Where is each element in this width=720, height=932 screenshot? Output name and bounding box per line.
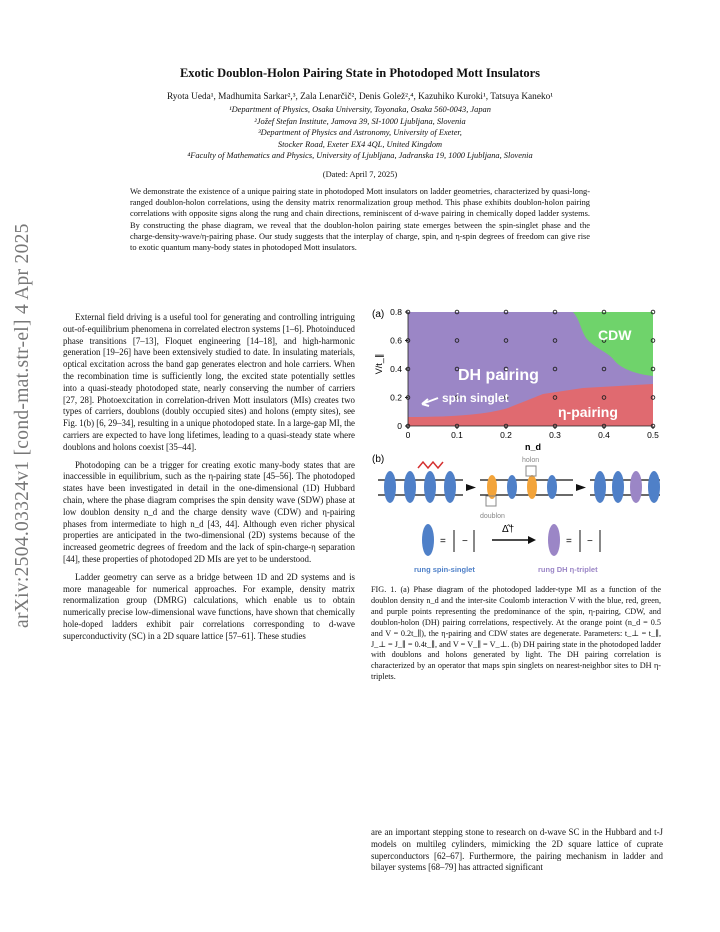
paragraph-1: External field driving is a useful tool for generating and controlling intriguing out-of-equilibrium phenomena in correlated electron systems [1–6]. Photoinduced phase transitions [7–13], Floquet engineering [14–18], and high-harmonic generation [19–26] have been extensively studied to date. In insulating materials, optical excitation across the band gap generates electron and hole carriers. When the recombination time is sufficiently long, the excited state potentially settles into a quasi-steady photodoped state, nearly conserving the number of carriers [27, 28]. Photoexcitation in correlation-driven Mott insulators (MIs) creates two types of carriers, doublons (doubly occupied sites) and holons (empty sites), see Fig. 1(b) [6, 29–34], resulting in a unique photodoped state. In a large-gap MI, the carriers are expected to have long lifetimes, leading to a quasi-steady state where doublons and holons coexist [35–44]. (63, 312, 355, 452)
x-tick-label: 0.1 (451, 430, 463, 440)
date-line: (Dated: April 7, 2025) (322, 170, 398, 179)
arxiv-identifier: arXiv:2504.03324v1 [cond-mat.str-el] 4 Apr 2025 (12, 223, 33, 628)
operator-diagram (414, 523, 600, 574)
affiliations (60, 104, 660, 162)
y-tick-label: 0.2 (390, 392, 402, 403)
paragraph-2: Photodoping can be a trigger for creating exotic many-body states that are inaccessible in equilibrium, such as the η-pairing state [45–56]. The photodoped states have been investigated in detail in the one-dimensional (1D) Hubbard chain, where the phase diagram comprises the spin density wave (SDW) phase at low doublon density n_d and the charge density wave (CDW) and η-pairing phases from intermediate to high n_d [43, 44]. Although even richer physical properties are anticipated in the two-dimensional (2D) systems because of the increased geometric degrees of freedom and the lack of spin-charge-η separation [44], these properties of photodoped 2D MIs are yet to be understood. (63, 459, 355, 564)
paper-title: Exotic Doublon-Holon Pairing State in Photodoped Mott Insulators (179, 66, 541, 80)
arrow-right-icon (466, 484, 476, 491)
affiliation-2: ²Jožef Stefan Institute, Jamova 39, SI-1000 Ljubljana, Slovenia (254, 116, 466, 126)
cdw-label: CDW (598, 327, 632, 343)
panel-b-label: (b) (372, 454, 385, 465)
x-tick-group (406, 426, 660, 440)
left-column (63, 312, 355, 649)
y-tick-label: 0.4 (390, 364, 402, 374)
arrow-right-2-icon (576, 484, 586, 491)
affiliation-3b: Stocker Road, Exeter EX4 4QL, United Kingdom (277, 139, 443, 149)
svg-text:−: − (462, 536, 468, 547)
dh-pairing-label: DH pairing (458, 367, 539, 384)
affiliation-4: ⁴Faculty of Mathematics and Physics, University of Ljubljana, Jadranska 19, 1000 Ljubljana, Slovenia (187, 151, 533, 160)
paragraph-3: Ladder geometry can serve as a bridge between 1D and 2D systems and is more manageable for numerical approaches. For example, density matrix renormalization group (DMRG) calculations, which enable us to obtain numerically precise low-dimensional wave functions, have shown that chemically hole-doped ladders exhibit pair correlations corresponding to d-wave superconductivity (SC) in a 2D square lattice [57–61]. These studies (63, 571, 355, 641)
affiliation-3: ³Department of Physics and Astronomy, University of Exeter, (258, 128, 462, 137)
rung-triplet-label: rung DH η-triplet (538, 565, 598, 574)
right-column-text (371, 827, 663, 880)
svg-text:=: = (440, 536, 446, 547)
panel-a-label: (a) (372, 309, 385, 320)
eta-pairing-label: η-pairing (558, 404, 618, 420)
x-tick-label: 0.5 (647, 430, 659, 440)
operator-label: Δ̂† (502, 524, 515, 535)
affiliation-1: ¹Department of Physics, Osaka University, Toyonaka, Osaka 560-0043, Japan (229, 105, 491, 114)
light-wave-icon (418, 462, 443, 468)
figure-1-svg (368, 300, 668, 580)
svg-text:=: = (566, 536, 572, 547)
abstract: We demonstrate the existence of a unique pairing state in photodoped Mott insulators on ladder geometries, characterized by quasi-long-ranged doublon-holon correlations, using the density matrix renormalization group method. This phase exhibits doublon-holon pairing correlations with opposite signs along the rung and chain directions, reminiscent of d-wave pairing in chemically doped ladder systems. By constructing the phase diagram, we reveal that the doublon-holon pairing state emerges between the spin-singlet phase and the charge-density-wave/η-pairing phase. Our study suggests that the interplay of charge, spin, and η-spin degrees of freedom can give rise to exotic quantum many-body states in photodoped Mott insulators. (130, 187, 590, 253)
doublon-label: doublon (480, 513, 505, 520)
y-tick-label: 0 (397, 421, 402, 431)
holon-label: holon (522, 457, 540, 464)
y-tick-group (390, 307, 408, 431)
figure-1 (368, 300, 668, 580)
x-tick-label: 0.3 (549, 430, 561, 440)
x-tick-label: 0.4 (598, 430, 610, 440)
author-list: Ryota Ueda¹, Madhumita Sarkar²,³, Zala Lenarčič², Denis Golež²,⁴, Kazuhiko Kuroki¹, Tatsuya Kaneko¹ (166, 92, 554, 102)
paragraph-4: are an important stepping stone to research on d-wave SC in the Hubbard and t-J models on multileg cylinders, mimicking the 2D square lattice of cuprate superconductors [62–67]. Furthermore, the pairing mechanism in ladder and bilayer systems [68–79] has attracted significant (371, 827, 663, 873)
spin-singlet-label: spin singlet (442, 391, 509, 405)
x-tick-label: 0.2 (500, 430, 512, 440)
x-axis-label: n_d (524, 442, 542, 452)
operator-arrow-icon (528, 536, 536, 544)
figure-caption: FIG. 1. (a) Phase diagram of the photodoped ladder-type MI as a function of the doublon density n_d and the inter-site Coulomb interaction V with the blue, red, green, and purple points representing the predominance of the spin, η-pairing, CDW, and doublon-holon (DH) pairing correlations, respectively. At the orange point (n_d = 0.5 and V = 0.2t_∥), the η-pairing and CDW states are degenerate. Parameters: t_⊥ = t_∥, J_⊥ = J_∥ = 0.4t_∥, and V = V_∥ = V_⊥. (b) DH pairing state in the photodoped ladder with doublons and holons generated by light. The DH pairing correlation is characterized by an operator that maps spin singlets on nearest-neighbor sites to DH η-triplets. (371, 585, 661, 682)
y-tick-label: 0.6 (390, 335, 402, 346)
y-tick-label: 0.8 (390, 307, 402, 317)
svg-text:−: − (587, 536, 593, 547)
rung-singlet-label: rung spin-singlet (414, 565, 475, 574)
y-axis-label: V/t_∥ (374, 353, 384, 375)
x-tick-label: 0 (405, 430, 411, 440)
ladder-diagram (378, 457, 660, 520)
